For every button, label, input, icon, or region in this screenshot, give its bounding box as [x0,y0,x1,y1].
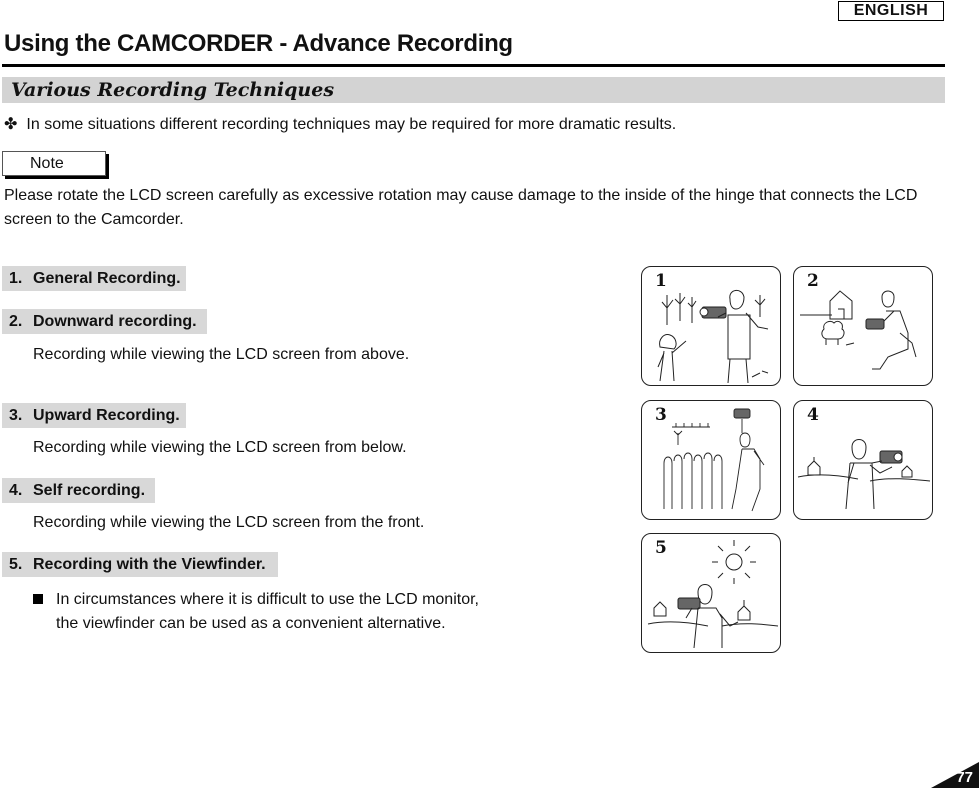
language-badge: ENGLISH [838,1,944,21]
illustration-panel-2 [793,266,933,386]
item-description-upward: Recording while viewing the LCD screen from below. [33,439,407,456]
item-number: 5. [9,556,23,573]
illustration-panel-1 [641,266,781,386]
item-heading-self-recording [2,478,155,503]
square-bullet-icon [33,594,43,604]
section-title: Various Recording Techniques [11,79,335,101]
note-text: Please rotate the LCD screen carefully as excessive rotation may cause damage to the inside of the hinge that connects the LCD screen to the Camcorder. [4,187,918,228]
panel-number: 3 [655,405,667,425]
note-label-box: Note [2,151,106,176]
page-title: Using the CAMCORDER - Advance Recording [4,30,513,57]
viewfinder-sub-bullet [33,588,503,636]
clover-bullet-icon: ✤ [4,116,18,133]
item-number: 3. [9,407,23,424]
item-description-self: Recording while viewing the LCD screen from the front. [33,514,425,531]
item-heading-downward-recording [2,309,207,334]
title-divider [2,64,945,67]
item-number: 1. [9,270,23,287]
panel-number: 4 [807,405,819,425]
page-number-tab [931,762,979,788]
item-description-downward: Recording while viewing the LCD screen from above. [33,346,410,363]
item-heading-upward-recording [2,403,186,428]
item-title: Self recording. [33,482,146,499]
item-title: Recording with the Viewfinder. [33,556,266,573]
section-header-bar [2,77,945,103]
intro-text: In some situations different recording techniques may be required for more dramatic results. [26,116,677,133]
item-title: Upward Recording. [33,407,180,424]
item-number: 4. [9,482,23,499]
panel-number: 2 [807,271,819,291]
item-heading-viewfinder-recording [2,552,278,577]
item-heading-general-recording [2,266,186,291]
item-number: 2. [9,313,23,330]
page-number: 77 [956,769,973,786]
sub-bullet-text: In circumstances where it is difficult to use the LCD monitor, the viewfinder can be used as a convenient alternative. [56,591,479,632]
illustration-panel-4 [793,400,933,520]
illustration-panel-3 [641,400,781,520]
panel-number: 5 [655,538,667,558]
item-title: Downward recording. [33,313,197,330]
panel-number: 1 [655,271,667,291]
illustration-panel-5 [641,533,781,653]
intro-paragraph [4,114,676,134]
item-title: General Recording. [33,270,181,287]
